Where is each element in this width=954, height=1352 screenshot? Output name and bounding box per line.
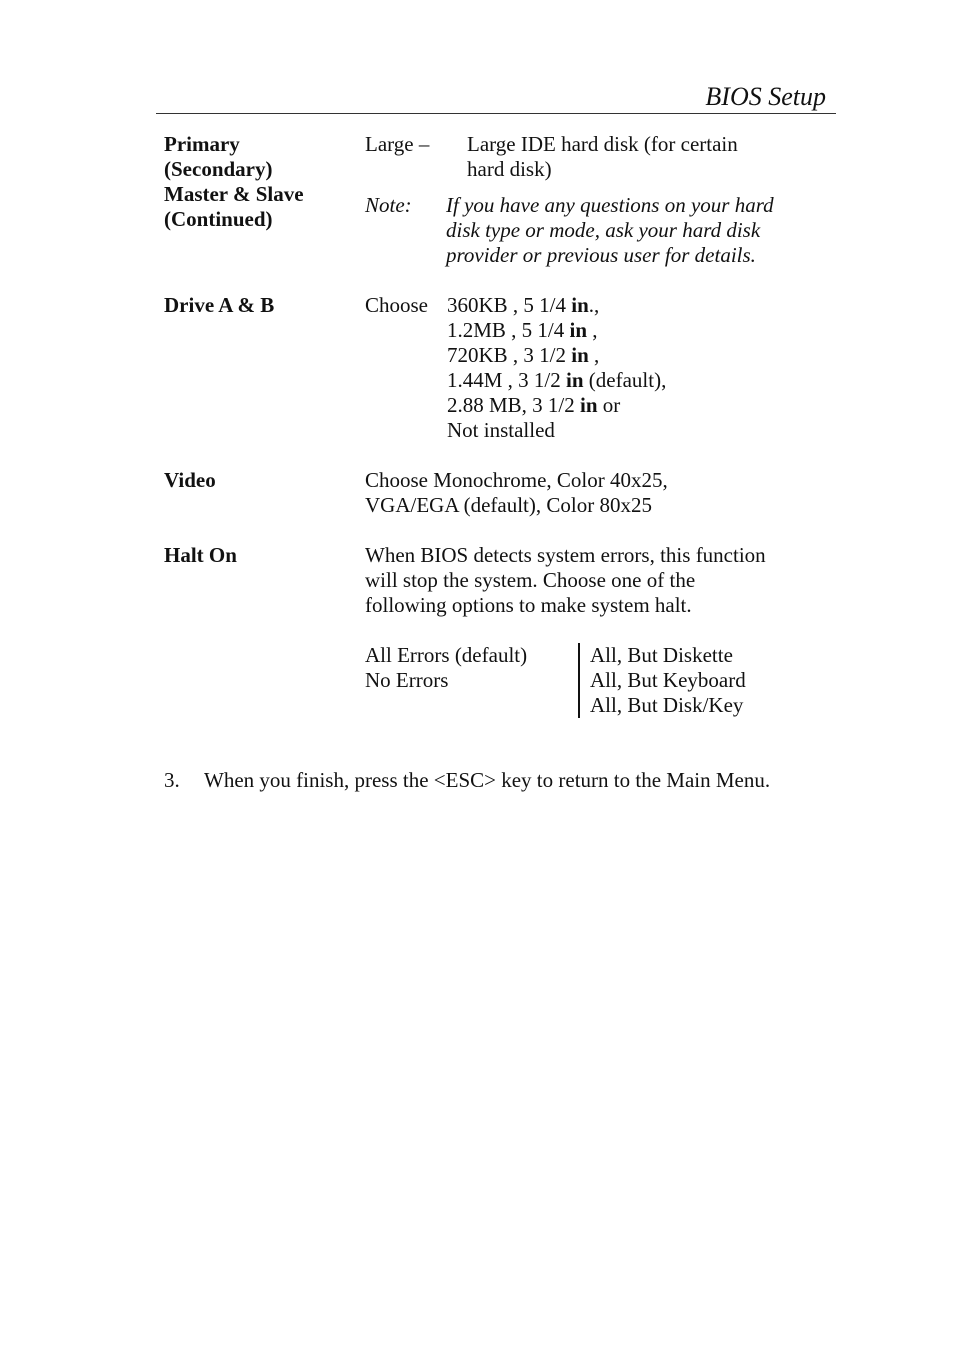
drive-options-list (447, 293, 666, 443)
term-line: (Continued) (164, 207, 273, 231)
note-line: If you have any questions on your hard (446, 193, 774, 217)
drive-option: Not installed (447, 418, 555, 442)
desc-line: Large IDE hard disk (for certain (467, 132, 738, 156)
note-line: disk type or mode, ask your hard disk (446, 218, 761, 242)
drive-option: 2.88 MB, 3 1/2 in or (447, 393, 621, 417)
desc-line: VGA/EGA (default), Color 80x25 (365, 493, 652, 517)
halt-option: All, But Keyboard (590, 668, 746, 692)
note-line: provider or previous user for details. (446, 243, 756, 267)
large-description (467, 132, 738, 182)
drive-option: 1.2MB , 5 1/4 in , (447, 318, 598, 342)
term-halt-on: Halt On (164, 543, 237, 567)
term-video: Video (164, 468, 216, 492)
desc-line: When BIOS detects system errors, this function (365, 543, 766, 567)
desc-line: will stop the system. Choose one of the (365, 568, 696, 592)
step-number: 3. (164, 768, 180, 792)
step-text: When you finish, press the <ESC> key to return to the Main Menu. (204, 768, 771, 792)
video-description (365, 468, 668, 518)
desc-line: Choose Monochrome, Color 40x25, (365, 468, 668, 492)
term-line: (Secondary) (164, 157, 273, 181)
term-drive-a-b: Drive A & B (164, 293, 275, 317)
desc-line: hard disk) (467, 157, 552, 181)
halt-options-left (365, 643, 527, 693)
term-line: Primary (164, 132, 240, 156)
large-label: Large – (365, 132, 430, 156)
header-rule (156, 113, 836, 114)
drive-option: 1.44M , 3 1/2 in (default), (447, 368, 667, 392)
term-line: Master & Slave (164, 182, 304, 206)
halt-option: All Errors (default) (365, 643, 528, 667)
choose-label: Choose (365, 293, 428, 317)
term-primary-secondary (164, 132, 304, 232)
drive-option: 360KB , 5 1/4 in., (447, 293, 600, 317)
desc-line: following options to make system halt. (365, 593, 692, 617)
drive-option: 720KB , 3 1/2 in , (447, 343, 600, 367)
halt-option: All, But Disk/Key (590, 693, 744, 717)
halt-option: No Errors (365, 668, 449, 692)
options-divider (578, 643, 580, 718)
note-text (446, 193, 774, 268)
halt-option: All, But Diskette (590, 643, 733, 667)
note-label: Note: (365, 193, 412, 217)
page-header-title: BIOS Setup (705, 82, 826, 111)
halt-options-right (590, 643, 746, 718)
halt-description (365, 543, 766, 618)
